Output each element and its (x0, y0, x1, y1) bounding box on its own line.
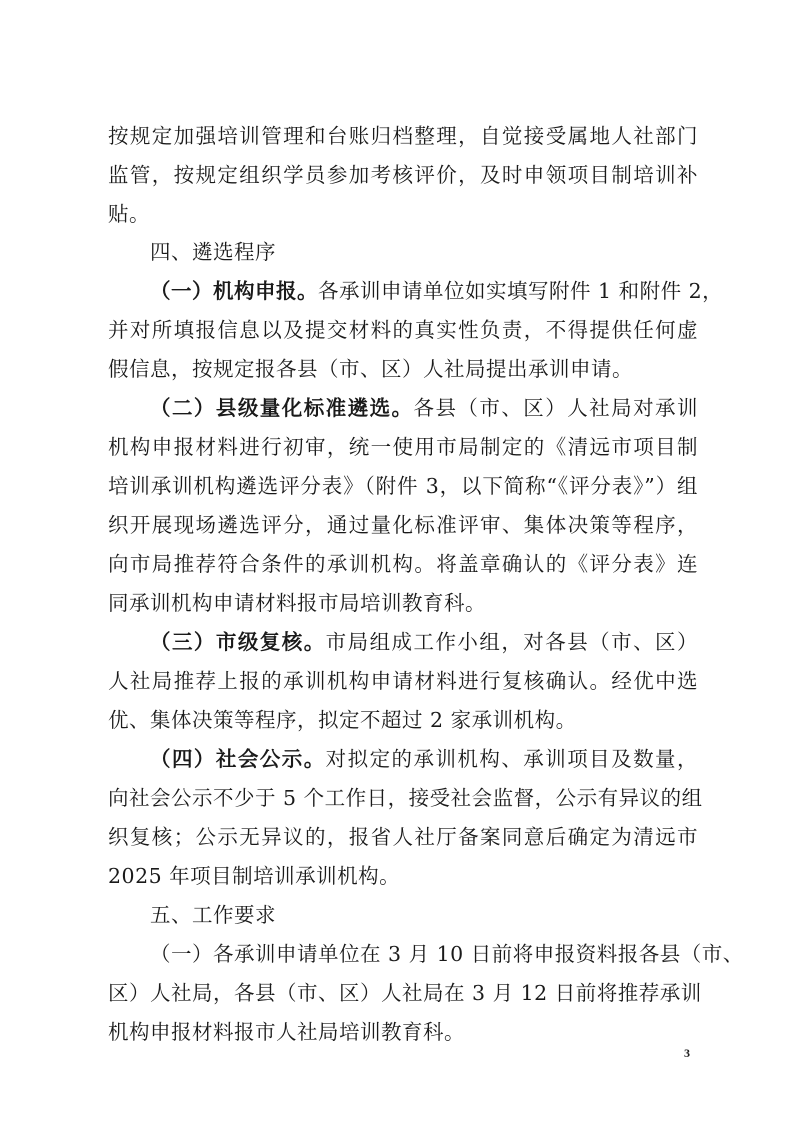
paragraph-line: 贴。 (108, 202, 150, 226)
paragraph-line: 织复核；公示无异议的，报省人社厅备案同意后确定为清远市 (108, 825, 698, 849)
paragraph-line: 监管，按规定组织学员参加考核评价，及时申领项目制培训补 (108, 163, 698, 187)
section-heading-5: 五、工作要求 (150, 903, 276, 927)
paragraph-line: 按规定加强培训管理和台账归档整理，自觉接受属地人社部门 (108, 124, 698, 148)
subsection-4-line (150, 744, 698, 774)
subsection-2-line (150, 393, 698, 423)
paragraph-line: 向社会公示不少于 5 个工作日，接受社会监督，公示有异议的组 (108, 786, 703, 810)
subsection-4-title: （四）社会公示。 (150, 747, 326, 771)
paragraph-line: 向市局推荐符合条件的承训机构。将盖章确认的《评分表》连 (108, 552, 698, 576)
paragraph-line: 人社局推荐上报的承训机构申请材料进行复核确认。经优中选 (108, 669, 698, 693)
paragraph-line: 假信息，按规定报各县（市、区）人社局提出承训申请。 (108, 357, 633, 381)
paragraph-line: 2025 年项目制培训承训机构。 (108, 864, 401, 888)
paragraph-line: 优、集体决策等程序，拟定不超过 2 家承训机构。 (108, 708, 577, 732)
subsection-1-title: （一）机构申报。 (150, 279, 318, 303)
paragraph-line: 机构申报材料报市人社局培训教育科。 (108, 1020, 465, 1044)
page-number: 3 (684, 1046, 690, 1060)
subsection-3-text: 市局组成工作小组，对各县（市、区） (325, 630, 699, 654)
paragraph-line: 区）人社局，各县（市、区）人社局在 3 月 12 日前将推荐承训 (108, 981, 702, 1005)
subsection-1-text: 各承训申请单位如实填写附件 1 和附件 2， (318, 279, 724, 303)
subsection-2-title: （二）县级量化标准遴选。 (150, 396, 414, 420)
subsection-4-text: 对拟定的承训机构、承训项目及数量， (325, 747, 699, 771)
paragraph-line: （一）各承训申请单位在 3 月 10 日前将申报资料报各县（市、 (150, 942, 744, 966)
paragraph-line: 机构申报材料进行初审，统一使用市局制定的《清远市项目制 (108, 435, 698, 459)
subsection-3-title: （三）市级复核。 (150, 630, 326, 654)
section-heading-4: 四、遴选程序 (150, 240, 276, 264)
paragraph-line: 培训承训机构遴选评分表》（附件 3，以下简称“《评分表》”）组 (108, 474, 698, 498)
subsection-1-line (150, 276, 724, 306)
paragraph-line: 并对所填报信息以及提交材料的真实性负责，不得提供任何虚 (108, 318, 698, 342)
subsection-3-line (150, 627, 698, 657)
paragraph-line: 同承训机构申请材料报市局培训教育科。 (108, 591, 486, 615)
paragraph-line: 织开展现场遴选评分，通过量化标准评审、集体决策等程序， (108, 513, 698, 537)
subsection-2-text: 各县（市、区）人社局对承训 (413, 396, 698, 420)
